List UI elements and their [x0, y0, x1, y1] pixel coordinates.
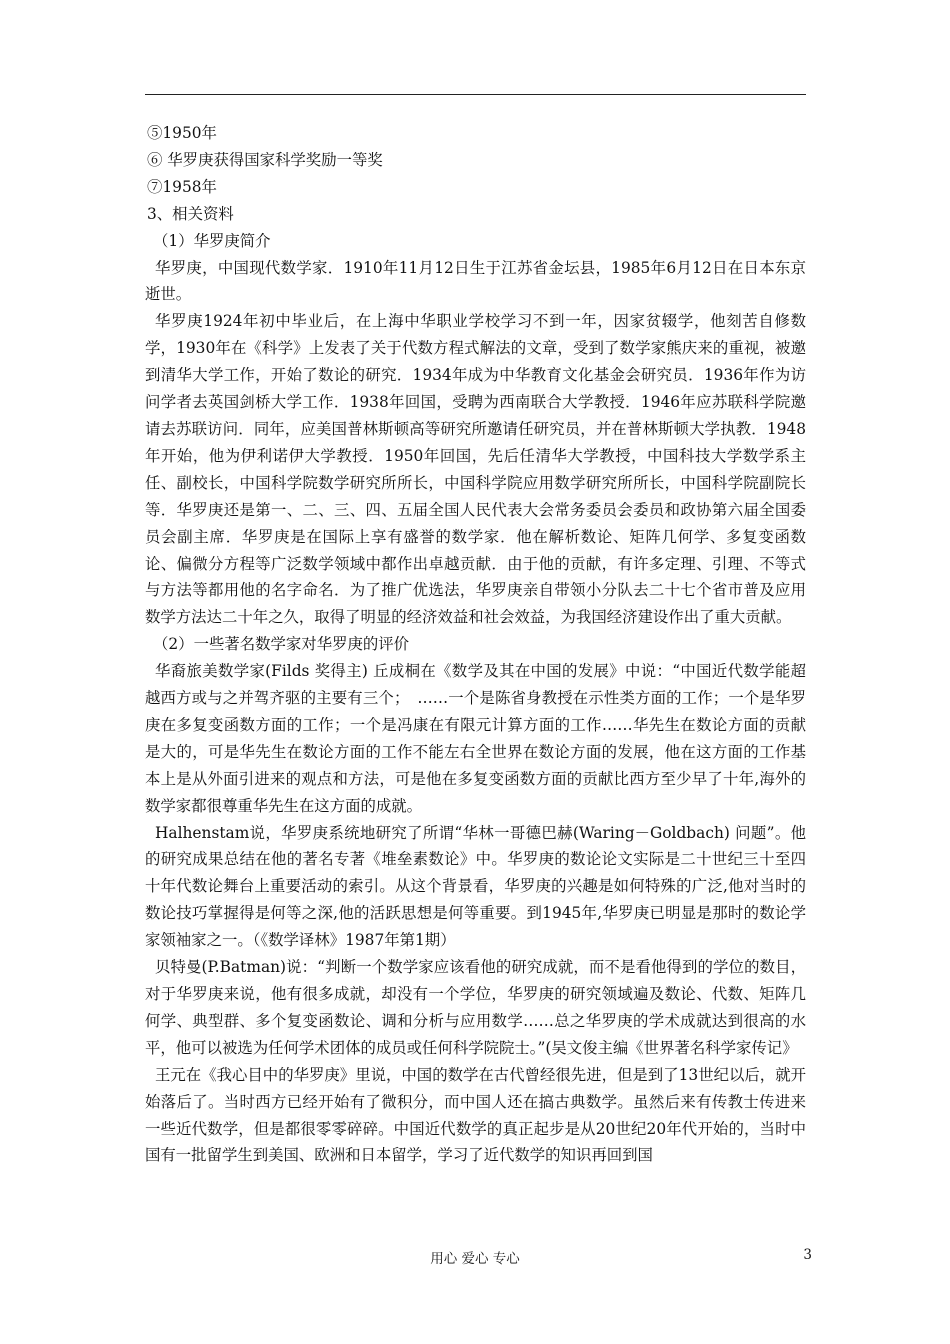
page-number: 3 — [803, 1247, 812, 1263]
paragraph-intro: 华罗庚，中国现代数学家．1910年11月12日生于江苏省金坛县，1985年6月12日在日本东京逝世。 — [145, 258, 806, 304]
document-body — [145, 120, 806, 1169]
paragraph-wang-yuan: 王元在《我心目中的华罗庚》里说，中国的数学在古代曾经很先进，但是到了13世纪以后，就开始落后了。当时西方已经开始有了微积分，而中国人还在搞古典数学。虽然后来有传教士传进来一些近代数学，但是都很零零碎碎。中国近代数学的真正起步是从20世纪20年代开始的，当时中国有一批留学生到美国、欧洲和日本留学，学习了近代数学的知识再回到国 — [145, 1065, 806, 1165]
paragraph-biography: 华罗庚1924年初中毕业后，在上海中华职业学校学习不到一年，因家贫辍学，他刻苦自修数学，1930年在《科学》上发表了关于代数方程式解法的文章，受到了数学家熊庆来的重视，被邀到清华大学工作，开始了数论的研究．1934年成为中华教育文化基金会研究员．1936年作为访问学者去英国剑桥大学工作．1938年回国，受聘为西南联合大学教授．1946年应苏联科学院邀请去苏联访问．同年，应美国普林斯顿高等研究所邀请任研究员，并在普林斯顿大学执教．1948年开始，他为伊利诺伊大学教授．1950年回国，先后任清华大学教授，中国科技大学数学系主任、副校长，中国科学院数学研究所所长，中国科学院应用数学研究所所长，中国科学院副院长等．华罗庚还是第一、二、三、四、五届全国人民代表大会常务委员会委员和政协第六届全国委员会副主席．华罗庚是在国际上享有盛誉的数学家．他在解析数论、矩阵几何学、多复变函数论、偏微分方程等广泛数学领域中都作出卓越贡献．由于他的贡献，有许多定理、引理、不等式与方法等都用他的名字命名．为了推广优选法，华罗庚亲自带领小分队去二十七个省市普及应用数学方法达二十年之久，取得了明显的经济效益和社会效益，为我国经济建设作出了重大贡献。 — [145, 312, 806, 627]
paragraph-halberstam-quote: Halhenstam说，华罗庚系统地研究了所谓“华林一哥德巴赫(Waring－Goldbach) 问题”。他的研究成果总结在他的著名专著《堆垒素数论》中。华罗庚的数论论文实际是二十世纪三十至四十年代数论舞台上重要活动的索引。从这个背景看，华罗庚的兴趣是如何特殊的广泛,他对当时的数论技巧掌握得是何等之深,他的活跃思想是何等重要。到1945年,华罗庚已明显是那时的数论学家领袖家之一。（《数学译林》1987年第1期） — [145, 823, 806, 950]
paragraph-yau-quote: 华裔旅美数学家(Filds 奖得主) 丘成桐在《数学及其在中国的发展》中说：“中国近代数学能超越西方或与之并驾齐驱的主要有三个； ……一个是陈省身教授在示性类方面的工作；一个是华罗庚在多复变函数方面的工作；一个是冯康在有限元计算方面的工作……华先生在数论方面的贡献是大的，可是华先生在数论方面的工作不能左右全世界在数论方面的发展，他在这方面的工作基本上是从外面引进来的观点和方法，可是他在多复变函数方面的贡献比西方至少早了十年,海外的数学家都很尊重华先生在这方面的成就。 — [145, 662, 806, 815]
footer-motto: 用心 爱心 专心 — [430, 1251, 520, 1267]
subsection-heading-1: （1）华罗庚简介 — [153, 231, 271, 250]
list-item-7: ⑦1958年 — [147, 177, 217, 196]
header-rule — [145, 94, 806, 95]
section-heading: 3、相关资料 — [147, 204, 234, 223]
subsection-heading-2: （2）一些著名数学家对华罗庚的评价 — [153, 635, 410, 654]
paragraph-bateman-quote: 贝特曼(P.Batman)说：“判断一个数学家应该看他的研究成就，而不是看他得到的学位的数目，对于华罗庚来说，他有很多成就，却没有一个学位，华罗庚的研究领域遍及数论、代数、矩阵几何学、典型群、多个复变函数论、调和分析与应用数学……总之华罗庚的学术成就达到很高的水平，他可以被选为任何学术团体的成员或任何科学院院士。”(吴文俊主编《世界著名科学家传记》 — [145, 958, 806, 1057]
list-item-5: ⑤1950年 — [147, 124, 217, 142]
list-item-6: ⑥ 华罗庚获得国家科学奖励一等奖 — [147, 150, 383, 169]
